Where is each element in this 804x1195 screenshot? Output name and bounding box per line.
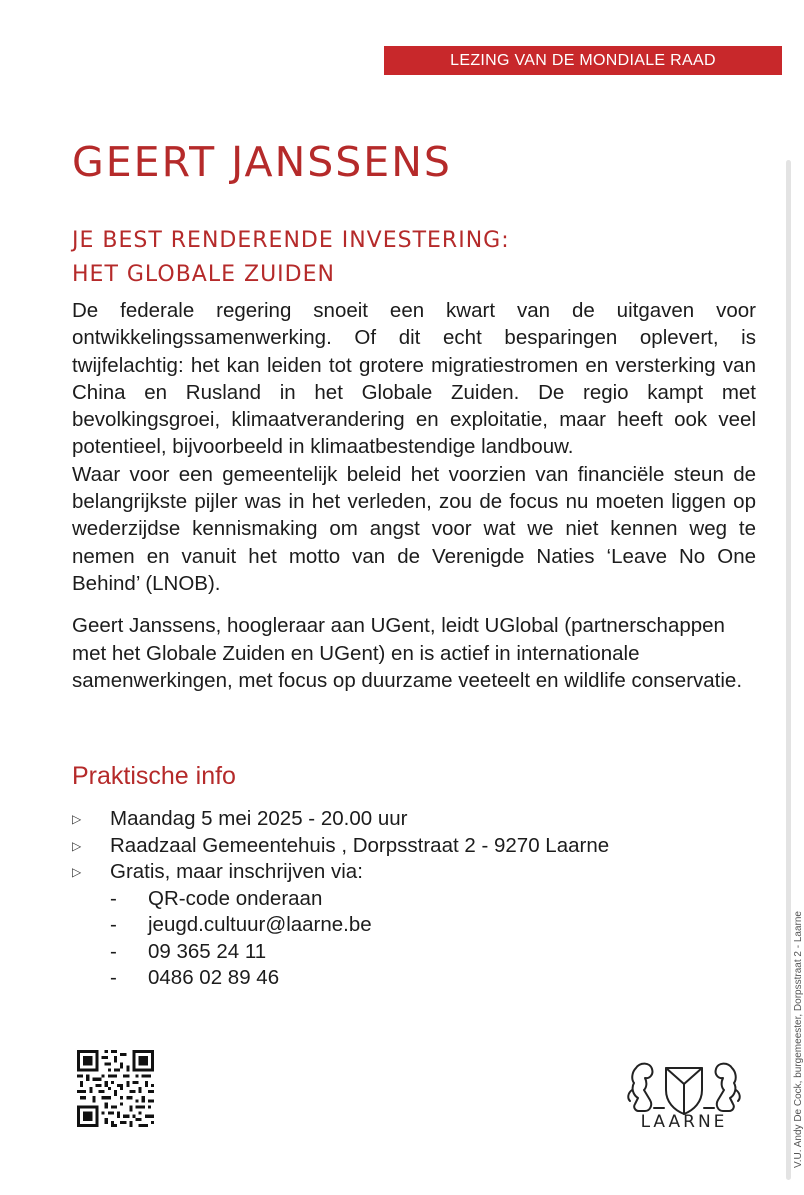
dash-marker: -	[110, 966, 117, 990]
registration-mobile-link[interactable]: 0486 02 89 46	[148, 966, 280, 990]
practical-info-heading: Praktische info	[72, 762, 236, 790]
paragraph-1: De federale regering snoeit een kwart van de uitgaven voor ontwikkelingssamenwerking. Of dit echt besparingen oplevert, is twijfelachtig: het kan leiden tot grotere migratiestromen en versterking van China en Rusland in het Globale Zuiden. De regio kampt met bevolkingsgroei, klimaatverandering en exploitatie, maar heeft ook veel potentieel, bijvoorbeeld in klimaatbestendige landbouw.	[72, 299, 756, 459]
info-item-location	[72, 833, 732, 860]
info-item-date	[72, 806, 732, 833]
info-item-text: Gratis, maar inschrijven via:	[110, 860, 363, 884]
lecture-title-line-1: JE BEST RENDERENDE INVESTERING:	[72, 228, 510, 253]
registration-option-email[interactable]	[72, 912, 732, 939]
paragraph-2: Waar voor een gemeentelijk beleid het voorzien van financiële steun de belangrijkste pijler was in het verleden, zou de focus nu moeten liggen op wederzijdse kennismaking om angst voor wat we niet kennen weg te nemen en vanuit het motto van de Verenigde Naties ‘Leave No One Behind’ (LNOB).	[72, 462, 756, 595]
registration-phone-link[interactable]: 09 365 24 11	[148, 939, 267, 963]
info-item-text: Maandag 5 mei 2025 - 20.00 uur	[110, 807, 408, 831]
lecture-title-line-2: HET GLOBALE ZUIDEN	[72, 262, 335, 287]
registration-option-phone[interactable]	[72, 939, 732, 966]
dash-marker: -	[110, 913, 117, 937]
description	[72, 297, 756, 694]
registration-option-text: QR-code onderaan	[148, 886, 323, 910]
paragraph-3: Geert Janssens, hoogleraar aan UGent, leidt UGlobal (partnerschappen met het Globale Zuiden en UGent) en is actief in internationale samenwerkingen, met focus op duurzame veeteelt en wildlife conservatie.	[72, 614, 743, 692]
speaker-name: GEERT JANSSENS	[72, 138, 452, 186]
lecture-title	[72, 224, 510, 292]
triangle-right-icon: ▷	[72, 812, 82, 827]
series-banner: LEZING VAN DE MONDIALE RAAD	[384, 46, 782, 75]
info-item-text: Raadzaal Gemeentehuis , Dorpsstraat 2 - 9270 Laarne	[110, 833, 610, 857]
qr-code-icon[interactable]	[77, 1050, 154, 1127]
dash-marker: -	[110, 886, 117, 910]
triangle-right-icon: ▷	[72, 865, 82, 880]
dash-marker: -	[110, 939, 117, 963]
scrollbar[interactable]	[786, 160, 791, 1180]
registration-email-link[interactable]: jeugd.cultuur@laarne.be	[148, 913, 372, 937]
responsible-publisher: V.U. Andy De Cock, burgemeester, Dorpsstraat 2 - Laarne	[793, 911, 804, 1168]
triangle-right-icon: ▷	[72, 838, 82, 853]
registration-option-mobile[interactable]	[72, 965, 732, 992]
logo-wordmark: LAARNE	[640, 1112, 728, 1132]
info-item-registration	[72, 859, 732, 886]
registration-option-qr	[72, 886, 732, 913]
practical-info-list	[72, 806, 732, 992]
